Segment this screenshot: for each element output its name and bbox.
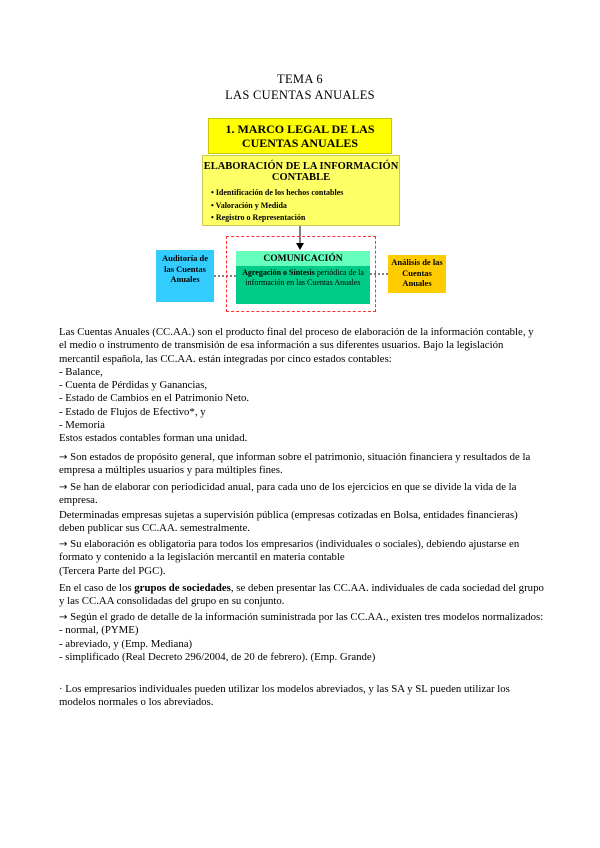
paragraph-5: En el caso de los grupos de sociedades, se deben presentar las CC.AA. individuales de cada sociedad del grupo y las CC.AA consolidadas del grupo en su conjunto.	[59, 582, 544, 608]
page-subtitle: LAS CUENTAS ANUALES	[225, 88, 375, 102]
list-item: - normal, (PYME)	[59, 624, 139, 637]
arrow-icon: →	[59, 539, 68, 550]
comunicacion-body: Agregación o Síntesis periódica de la información en las Cuentas Anuales	[236, 266, 370, 304]
page-title: TEMA 6	[277, 72, 323, 86]
arrow-icon: →	[59, 482, 68, 493]
paragraph-3: Determinadas empresas sujetas a supervisión pública (empresas cotizadas en Bolsa, entidades financieras) deben publicar sus CC.AA. semestralmente.	[59, 509, 518, 535]
list-item: - Balance,	[59, 365, 103, 378]
list-item: • Identificación de los hechos contables	[211, 188, 344, 197]
paragraph-2: → Se han de elaborar con periodicidad anual, para cada uno de los ejercicios en que se divide la vida de la empresa.	[59, 481, 517, 507]
list-item: - Estado de Cambios en el Patrimonio Neto.	[59, 392, 250, 405]
arrow-icon: →	[59, 612, 68, 623]
elaboracion-title: ELABORACIÓN DE LA INFORMACIÓN CONTABLE	[203, 161, 399, 183]
list-item: - Estado de Flujos de Efectivo*, y	[59, 405, 206, 418]
grupos-bold: grupos de sociedades	[134, 582, 231, 594]
intro-paragraph: Las Cuentas Anuales (CC.AA.) son el producto final del proceso de elaboración de la información contable, y el medio o instrumento de transmisión de esa información a sus diferentes usuarios. Bajo la legislación mercantil española, las CC.AA. están integradas por cinco estados contables:	[59, 326, 534, 365]
list-item: - Cuenta de Pérdidas y Ganancias,	[59, 379, 208, 392]
list-item: - Memoria	[59, 419, 105, 432]
paragraph-1: → Son estados de propósito general, que informan sobre el patrimonio, situación financiera y resultados de la empresa a múltiples usuarios y para múltiples fines.	[59, 451, 531, 477]
list-item: - abreviado, y (Emp. Mediana)	[59, 637, 193, 650]
list-item: • Registro o Representación	[211, 213, 306, 222]
arrow-icon: →	[59, 452, 68, 463]
paragraph-7: · Los empresarios individuales pueden utilizar los modelos abreviados, y las SA y SL pueden utilizar los modelos normales o los abreviados.	[59, 683, 510, 709]
paragraph-4-note: (Tercera Parte del PGC).	[59, 564, 166, 577]
auditoria-box: Auditoría de las Cuentas Anuales	[156, 250, 214, 302]
intro-section	[59, 326, 544, 446]
comunicacion-title: COMUNICACIÓN	[236, 251, 370, 267]
paragraph-4: → Su elaboración es obligatoria para todos los empresarios (individuales o sociales), debiendo ajustarse en formato y contenido a la legislación mercantil en materia contable (Tercera Parte del PGC).	[59, 538, 520, 577]
list-item: • Valoración y Medida	[211, 200, 287, 210]
intro-closing: Estos estados contables forman una unidad.	[59, 432, 248, 445]
analisis-box: Análisis de las Cuentas Anuales	[388, 255, 446, 293]
marco-legal-box: 1. MARCO LEGAL DE LAS CUENTAS ANUALES	[208, 118, 392, 154]
list-item: - simplificado (Real Decreto 296/2004, de 20 de febrero). (Emp. Grande)	[59, 650, 376, 663]
paragraph-6: → Según el grado de detalle de la información suministrada por las CC.AA., existen tres modelos normalizados: - normal, (PYME) - abreviado, y (Emp. Mediana) - simplificado (Real Decreto 296/2004, de 20 de febrero). (Emp. Grande)	[59, 611, 544, 663]
